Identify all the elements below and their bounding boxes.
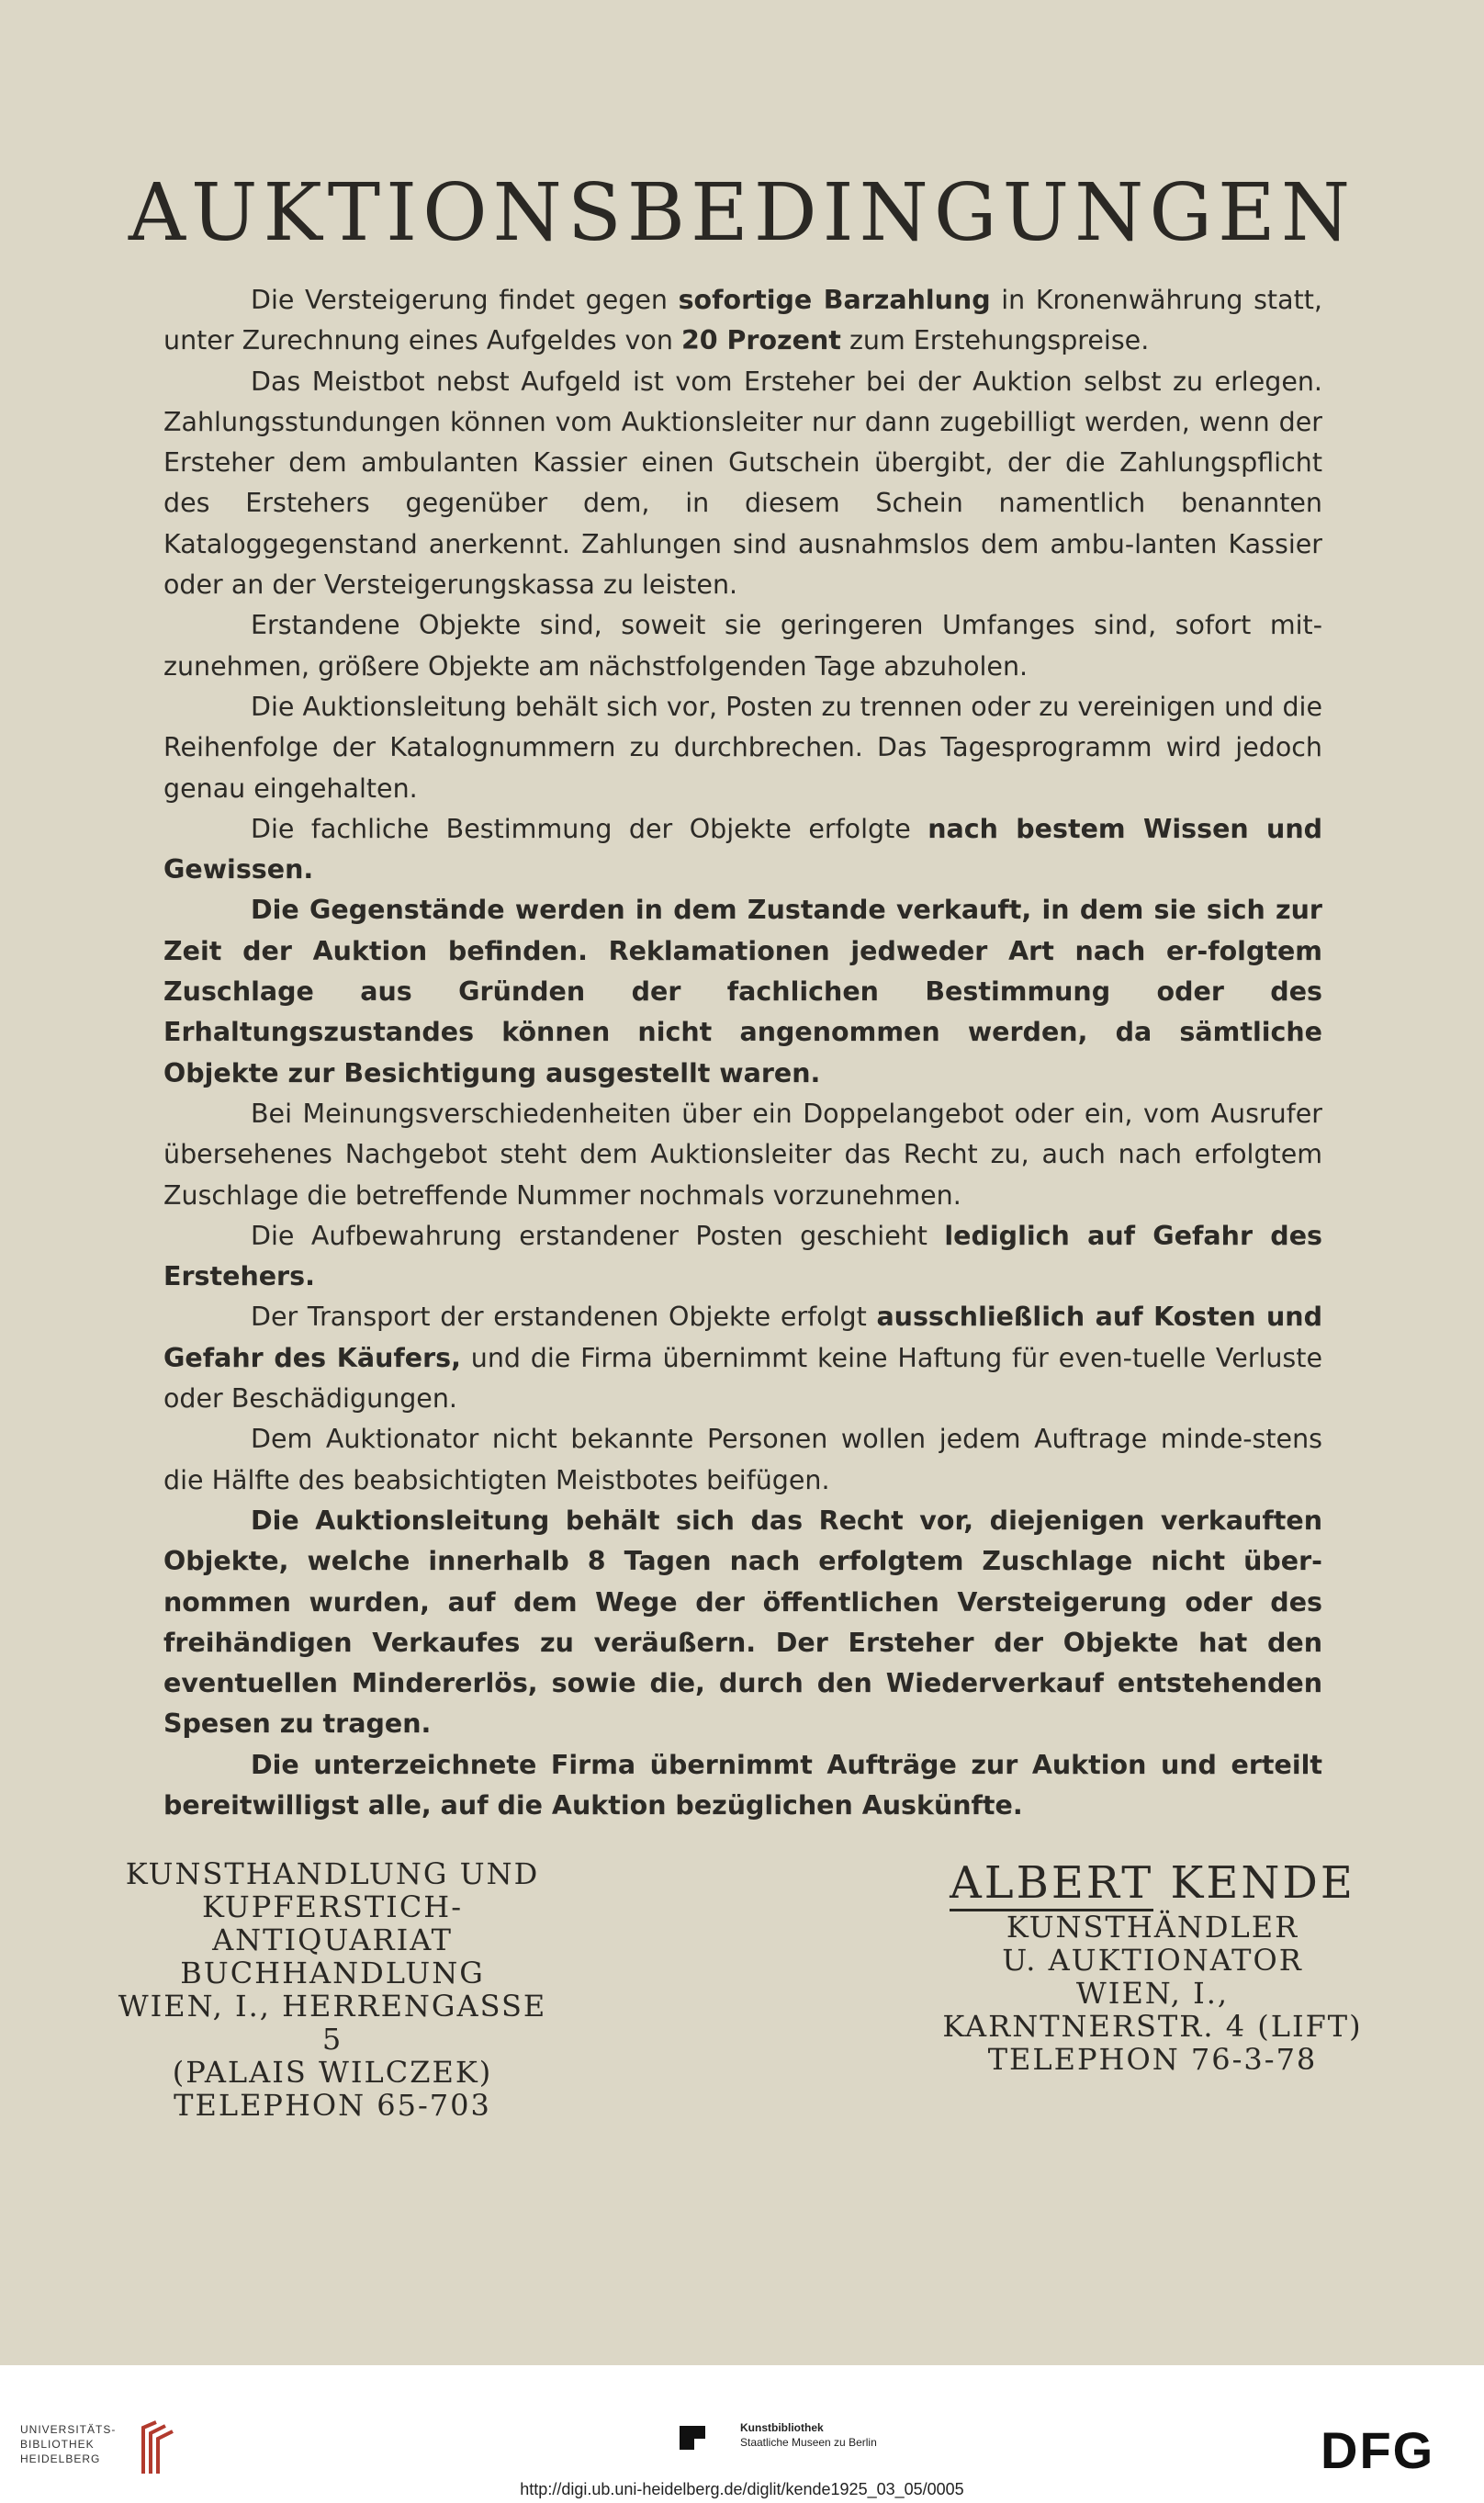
condition-paragraph: [163, 1745, 1322, 1827]
emphasis-text: ausschließlich auf Kosten und Gefahr des Käufers,: [163, 1302, 1323, 1373]
paragraph-text: und die Firma übernimmt keine Haftung für even-tuelle Verluste oder Beschädigungen.: [163, 1342, 1322, 1415]
condition-paragraph: [163, 1501, 1322, 1745]
condition-paragraph: [163, 1094, 1322, 1216]
dfg-logo: DFG: [1321, 2421, 1435, 2479]
paragraph-text: zum Erstehungspreise.: [840, 325, 1150, 356]
condition-paragraph: [163, 280, 1322, 362]
paragraph-text: Die fachliche Bestimmung der Objekte erfolgte: [251, 813, 928, 844]
paragraph-text: Die unterzeichnete Firma übernimmt Aufträge zur Auktion und erteilt bereitwilligst alle, auf die Auktion bezüglichen Auskünfte.: [163, 1749, 1322, 1821]
ub-line: UNIVERSITÄTS-: [20, 2423, 117, 2436]
left-contact-line: ANTIQUARIAT: [212, 1922, 453, 1957]
right-contact-line: KUNSTHÄNDLER: [1006, 1910, 1299, 1945]
emphasis-text: 20 Prozent: [680, 325, 841, 356]
emphasis-text: sofortige Barzahlung: [678, 285, 991, 315]
paragraph-text: Erstandene Objekte sind, soweit sie geringeren Umfanges sind, sofort mit-zunehmen, größere Objekte am nächstfolgenden Tage abzuholen.: [163, 610, 1322, 682]
paragraph-text: Der Transport der erstandenen Objekte erfolgt: [251, 1302, 877, 1333]
kunstbibliothek-logo-text: [740, 2420, 877, 2450]
ub-heidelberg-logo-icon: [138, 2418, 178, 2479]
emphasis-text: nach bestem Wissen und Gewissen.: [163, 813, 1323, 885]
left-contact-line: KUPFERSTICH-: [201, 1889, 464, 1924]
kb-subtitle: Staatliche Museen zu Berlin: [740, 2436, 877, 2449]
right-contact-line: WIEN, I.,: [1075, 1976, 1230, 2011]
right-contact-block: [914, 1857, 1391, 2076]
condition-paragraph: [163, 1297, 1322, 1419]
paragraph-text: Das Meistbot nebst Aufgeld ist vom Ersteher bei der Auktion selbst zu erlegen. Zahlungsstundungen können vom Auktionsleiter nur dann zugebilligt werden, wenn der Ersteher dem ambulanten Kassier einen Gutschein übergibt, der die Zahlungspflicht des Erstehers gegenüber dem, in diesem Schein namentlich benannten Kataloggegenstand anerkennt. Zahlungen sind ausnahmslos dem ambu-lanten Kassier oder an der Versteigerungskassa zu leisten.: [163, 366, 1322, 601]
auction-conditions-text: [163, 280, 1322, 1826]
paragraph-text: Die Aufbewahrung erstandener Posten geschieht: [251, 1220, 945, 1251]
right-contact-line: KARNTNERSTR. 4 (LIFT): [942, 2009, 1363, 2044]
condition-paragraph: [163, 1419, 1322, 1501]
source-url: http://digi.ub.uni-heidelberg.de/diglit/kende1925_03_05/0005: [520, 2480, 964, 2498]
condition-paragraph: [163, 605, 1322, 687]
left-contact-line: TELEPHON 65-703: [174, 2088, 491, 2123]
left-contact-block: [103, 1857, 562, 2122]
right-contact-line: TELEPHON 76-3-78: [987, 2042, 1318, 2077]
paragraph-text: in Kronenwährung statt, unter Zurechnung eines Aufgeldes von: [163, 285, 1322, 356]
left-contact-line: (PALAIS WILCZEK): [172, 2055, 493, 2090]
condition-paragraph: [163, 687, 1322, 809]
kunstbibliothek-logo-icon: [678, 2424, 709, 2452]
left-contact-line: WIEN, I., HERRENGASSE 5: [118, 1989, 547, 2057]
emphasis-text: lediglich auf Gefahr des Erstehers.: [163, 1220, 1322, 1292]
left-contact-line: BUCHHANDLUNG: [180, 1956, 485, 1990]
paragraph-text: Die Gegenstände werden in dem Zustande verkauft, in dem sie sich zur Zeit der Auktion befinden. Reklamationen jedweder Art nach er-folgtem Zuschlage aus Gründen der fachlichen Bestimmung oder des Erhaltungszustandes können nicht angenommen werden, da sämtliche Objekte zur Besichtigung ausgestellt waren.: [163, 895, 1322, 1088]
condition-paragraph: [163, 1216, 1322, 1298]
paragraph-text: Die Auktionsleitung behält sich das Recht vor, diejenigen verkauften Objekte, welche innerhalb 8 Tagen nach erfolgtem Zuschlage nicht über-nommen wurden, auf dem Wege der öffentlichen Versteigerung oder des freihändigen Verkaufes zu veräußern. Der Ersteher der Objekte hat den eventuellen Mindererlös, sowie die, durch den Wiederverkauf entstehenden Spesen zu tragen.: [163, 1505, 1322, 1740]
auctioneer-name: [914, 1857, 1391, 1909]
condition-paragraph: [163, 809, 1322, 891]
paragraph-text: Die Auktionsleitung behält sich vor, Posten zu trennen oder zu vereinigen und die Reihenfolge der Katalognummern zu durchbrechen. Das Tagesprogramm wird jedoch genau eingehalten.: [163, 691, 1322, 804]
left-contact-line: KUNSTHANDLUNG UND: [125, 1856, 540, 1891]
paragraph-text: Bei Meinungsverschiedenheiten über ein Doppelangebot oder ein, vom Ausrufer übersehenes Nachgebot steht dem Auktionsleiter das Recht zu, auch nach erfolgtem Zuschlage die betreffende Nummer nochmals vorzunehmen.: [163, 1098, 1322, 1211]
condition-paragraph: [163, 362, 1322, 606]
ub-line: HEIDELBERG: [20, 2452, 101, 2465]
page-title: AUKTIONSBEDINGUNGEN: [128, 167, 1356, 259]
right-contact-line: U. AUKTIONATOR: [1002, 1943, 1303, 1978]
auctioneer-first-name: ALBERT: [950, 1857, 1153, 1911]
ub-heidelberg-logo-text: [20, 2422, 116, 2466]
kb-title: Kunstbibliothek: [740, 2421, 824, 2434]
condition-paragraph: [163, 890, 1322, 1093]
ub-line: BIBLIOTHEK: [20, 2438, 95, 2451]
paragraph-text: Dem Auktionator nicht bekannte Personen wollen jedem Auftrage minde-stens die Hälfte des beabsichtigten Meistbotes beifügen.: [163, 1424, 1322, 1495]
paragraph-text: Die Versteigerung findet gegen: [251, 285, 679, 315]
auctioneer-last-name: KENDE: [1170, 1857, 1355, 1909]
